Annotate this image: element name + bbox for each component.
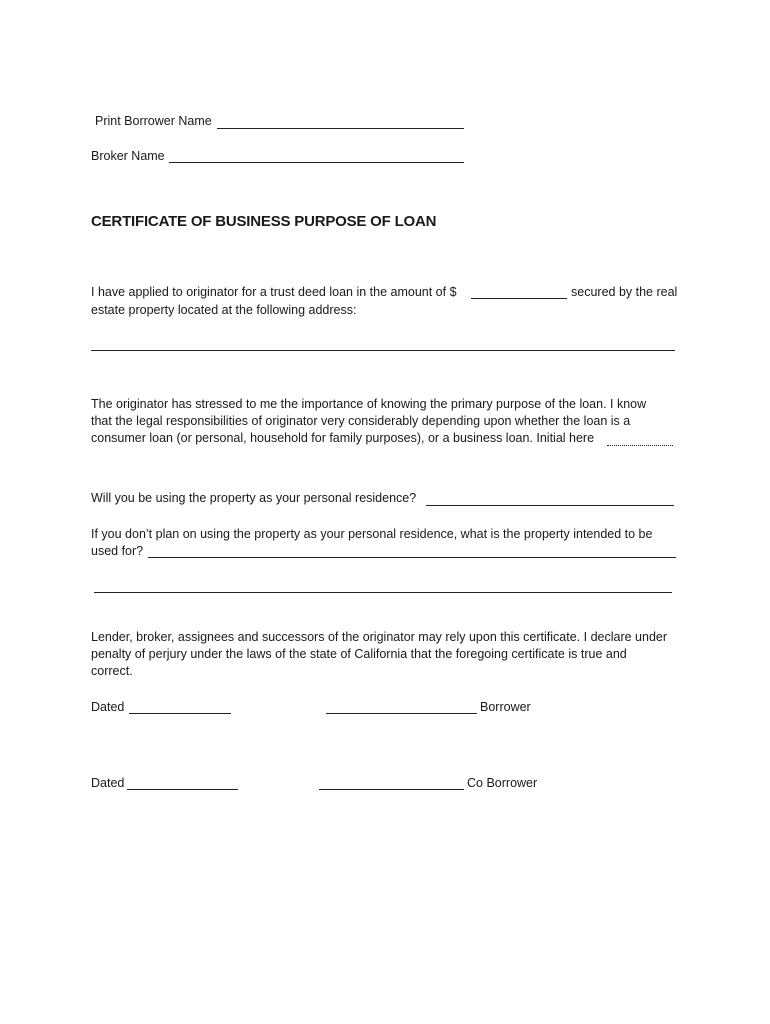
borrower-name-label: Print Borrower Name xyxy=(95,114,212,128)
loan-amount-text: I have applied to originator for a trust deed loan in the amount of $ xyxy=(91,285,457,299)
initial-here-field[interactable] xyxy=(607,445,673,446)
declaration-line: correct. xyxy=(91,664,133,678)
borrower-signature-field[interactable] xyxy=(326,713,477,714)
co-borrower-signature-field[interactable] xyxy=(319,789,464,790)
borrower-date-field[interactable] xyxy=(129,713,231,714)
intended-use-question: If you don’t plan on using the property as your personal residence, what is the property intended to be xyxy=(91,527,653,541)
intended-use-question-cont: used for? xyxy=(91,544,144,558)
intended-use-field-2[interactable] xyxy=(94,592,672,593)
document-title: CERTIFICATE OF BUSINESS PURPOSE OF LOAN xyxy=(91,213,437,230)
residence-answer-field[interactable] xyxy=(426,505,674,506)
purpose-paragraph-line: The originator has stressed to me the importance of knowing the primary purpose of the loan. I know xyxy=(91,397,647,411)
loan-amount-field[interactable] xyxy=(471,298,567,299)
residence-question: Will you be using the property as your personal residence? xyxy=(91,491,417,505)
loan-amount-text-after: secured by the real xyxy=(571,285,678,299)
declaration-line: penalty of perjury under the laws of the state of California that the foregoing certificate is true and xyxy=(91,647,627,661)
purpose-paragraph-line: consumer loan (or personal, household for family purposes), or a business loan. Initial here xyxy=(91,431,595,445)
declaration-line: Lender, broker, assignees and successors of the originator may rely upon this certificate. I declare under xyxy=(91,630,668,644)
co-borrower-label: Co Borrower xyxy=(467,776,538,790)
broker-name-label: Broker Name xyxy=(91,149,165,163)
dated-label: Dated xyxy=(91,776,125,790)
purpose-paragraph-line: that the legal responsibilities of originator very considerably depending upon whether the loan is a xyxy=(91,414,631,428)
borrower-name-field[interactable] xyxy=(217,128,464,129)
dated-label: Dated xyxy=(91,700,125,714)
borrower-label: Borrower xyxy=(480,700,531,714)
property-address-field[interactable] xyxy=(91,350,675,351)
broker-name-field[interactable] xyxy=(169,162,464,163)
co-borrower-date-field[interactable] xyxy=(127,789,238,790)
intended-use-field[interactable] xyxy=(148,557,676,558)
property-address-label: estate property located at the following address: xyxy=(91,303,357,317)
